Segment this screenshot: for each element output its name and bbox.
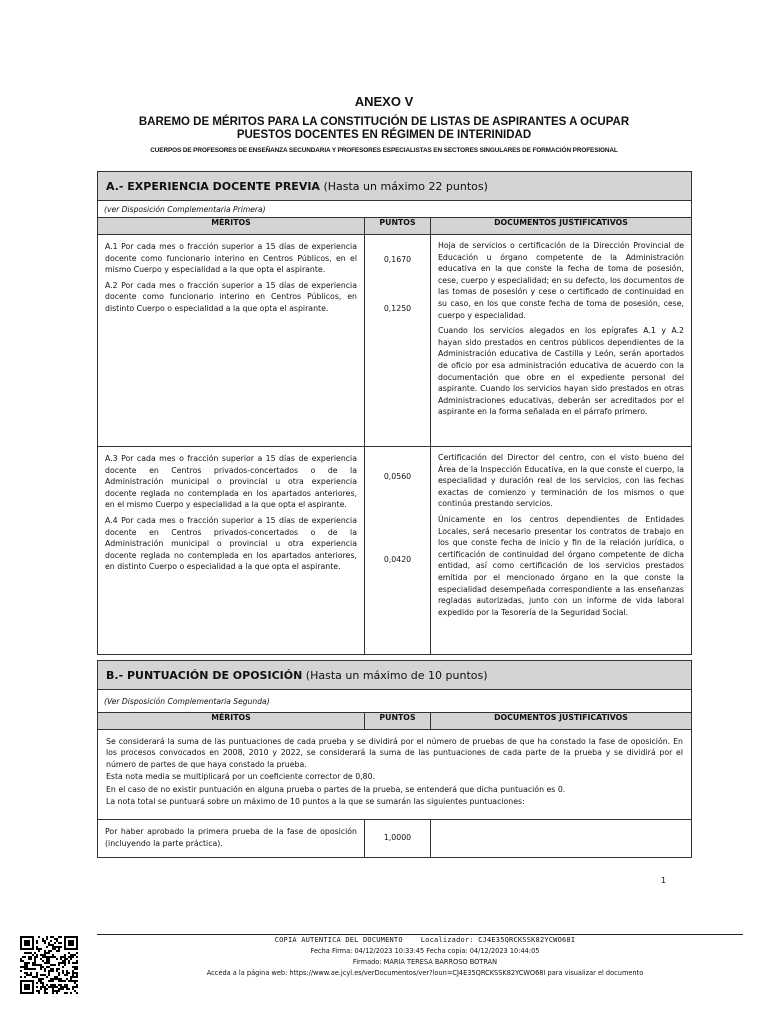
col-points-header: PUNTOS [365,713,431,730]
annex-title: ANEXO V [354,94,414,109]
footer-dates: Fecha Firma: 04/12/2023 10:33:45 Fecha copia: 04/12/2023 10:44:05 [310,947,540,955]
footer-signed: Firmado: MARIA TERESA BARROSO BOTRAN [352,958,498,966]
table-row [98,235,692,447]
points-cell [365,447,431,655]
locator: Localizador: CJ4E35QRCKSSK82YCWO68I [420,936,576,944]
page-number: 1 [661,876,667,885]
section-b-paragraph-1: Se considerará la suma de las puntuaciones de cada prueba y se dividirá por el número de pruebas de que ha constado la fase de oposición. En los procesos convocados en 2008, 2010 y 2022, se considerará la suma de las puntuaciones de cada parte de la prueba y se dividirá por el número de partes de que haya constado la prueba. [106,737,684,769]
merit-cell [98,447,365,655]
section-b-paragraph-4: La nota total se puntuará sobre un máximo de 10 puntos a la que se sumarán las siguientes puntuaciones: [106,797,525,807]
merit-a4: A.4 Por cada mes o fracción superior a 15 días de experiencia docente en Centros privados-concertados o de la Administración municipal o provincial u otra experiencia docente reglada no contemplada en los apartados anteriores, en distinto Cuerpo o especialidad a la que opta el aspirante. [105,515,357,572]
merit-a2: A.2 Por cada mes o fracción superior a 15 días de experiencia docente como funcionario interino en Centros Públicos, en distinto Cuerpo o especialidad a la que opta el aspirante. [105,280,357,313]
col-docs-header: DOCUMENTOS JUSTIFICATIVOS [431,218,692,235]
points-cell [365,235,431,447]
table-row [98,820,692,858]
merit-cell [98,820,365,858]
col-docs-header: DOCUMENTOS JUSTIFICATIVOS [431,713,692,730]
col-points-header: PUNTOS [365,218,431,235]
footer-copy-line [80,936,768,944]
docs-a-paragraph-1: Hoja de servicios o certificación de la Dirección Provincial de Educación u órgano competente de la Administración educativa en la que conste la fecha de toma de posesión, cese, cuerpo y especialidad; en su defecto, los documentos de las tomas de posesión y cese o certificado de continuidad en su caso, en los que conste fecha de toma de posesión, cese, cuerpo y especialidad. [438,241,684,320]
docs-b-paragraph-2: Únicamente en los centros dependientes de Entidades Locales, será necesario presentar los contratos de trabajo en los que conste fecha de inicio y fin de la relación jurídica, o certificación de continuidad del órgano competente de dicha entidad, así como certificación de los servicios prestados emitida por el mencionado órgano en la que conste la especialidad desempeñada correspondiente a las enseñanzas regladas autorizadas, junto con un informe de vida laboral expedido por la Tesorería de la Seguridad Social. [438,514,684,617]
title-line-1: BAREMO DE MÉRITOS PARA LA CONSTITUCIÓN DE LISTAS DE ASPIRANTES A OCUPAR [138,116,630,128]
section-b-description [98,730,692,820]
section-a-column-header [98,218,692,235]
points-a3: 0,0560 [383,472,412,481]
section-b-paragraph-3: En el caso de no existir puntuación en alguna prueba o partes de la prueba, se entenderá que dicha puntuación es 0. [106,784,566,794]
title-line-2: PUESTOS DOCENTES EN RÉGIMEN DE INTERINIDAD [236,129,532,141]
document-subtitle: CUERPOS DE PROFESORES DE ENSEÑANZA SECUNDARIA Y PROFESORES ESPECIALISTAS EN SECTORES SINGULARES DE FORMACIÓN PROFESIONAL [150,147,618,154]
section-b-column-header [98,713,692,730]
col-merits-header: MÉRITOS [98,218,365,235]
copy-label: COPIA AUTENTICA DEL DOCUMENTO [274,936,403,944]
docs-cell [431,820,692,858]
merit-a3: A.3 Por cada mes o fracción superior a 15 días de experiencia docente en Centros privados-concertados o de la Administración municipal o provincial u otra experiencia docente reglada no contemplada en los apartados anteriores, en el mismo Cuerpo y especialidad a la que opta el aspirante. [105,454,357,510]
table-row [98,447,692,655]
section-a-table [97,171,692,655]
section-a-header [98,172,692,201]
section-b-title: B.- PUNTUACIÓN DE OPOSICIÓN [106,668,303,682]
section-b-note: (Ver Disposición Complementaria Segunda) [98,690,692,713]
points-a2: 0,1250 [383,304,412,313]
section-a-limit: (Hasta un máximo 22 puntos) [319,179,488,193]
docs-cell [431,447,692,655]
points-b1: 1,0000 [383,833,412,842]
qr-code-icon [20,936,78,994]
docs-cell [431,235,692,447]
merit-b1: Por haber aprobado la primera prueba de la fase de oposición (incluyendo la parte práctica). [105,827,357,848]
docs-a-paragraph-2: Cuando los servicios alegados en los epígrafes A.1 y A.2 hayan sido prestados en centros públicos dependientes de la Administración educativa de Castilla y León, serán aportados de oficio por esa administración educativa de acuerdo con la documentación que obre en el expediente personal del aspirante. Cuando los servicios hayan sido prestados en otras Administraciones educativas, deberán ser acreditados por el aspirante en la forma señalada en el párrafo primero. [438,326,684,417]
section-b-paragraph-2: Esta nota media se multiplicará por un coeficiente corrector de 0,80. [106,772,376,782]
points-a4: 0,0420 [383,555,412,564]
col-merits-header: MÉRITOS [98,713,365,730]
document-title [0,116,768,142]
section-b-header [98,661,692,690]
merit-cell [98,235,365,447]
footer-divider [97,934,743,935]
section-a-title: A.- EXPERIENCIA DOCENTE PREVIA [106,179,320,193]
merit-a1: A.1 Por cada mes o fracción superior a 15 días de experiencia docente como funcionario interino en Centros Públicos, en el mismo Cuerpo y especialidad a la que opta el aspirante. [105,242,357,275]
docs-b-paragraph-1: Certificación del Director del centro, con el visto bueno del Área de la Inspección Educativa, en la que conste el cuerpo, la especialidad y duración real de los servicios, con las fechas exactas de comienzo y terminación de los mismos o que continúa prestando servicios. [438,453,684,509]
section-a-note: (ver Disposición Complementaria Primera) [98,201,692,218]
section-b-table [97,660,692,858]
points-cell [365,820,431,858]
points-a1: 0,1670 [383,255,412,264]
section-b-limit: (Hasta un máximo de 10 puntos) [302,668,488,682]
footer-access-link[interactable]: Acceda a la página web: https://www.ae.jcyl.es/verDocumentos/ver?loun=CJ4E35QRCKSSK82YCWO68I para visualizar el documento [206,969,644,977]
